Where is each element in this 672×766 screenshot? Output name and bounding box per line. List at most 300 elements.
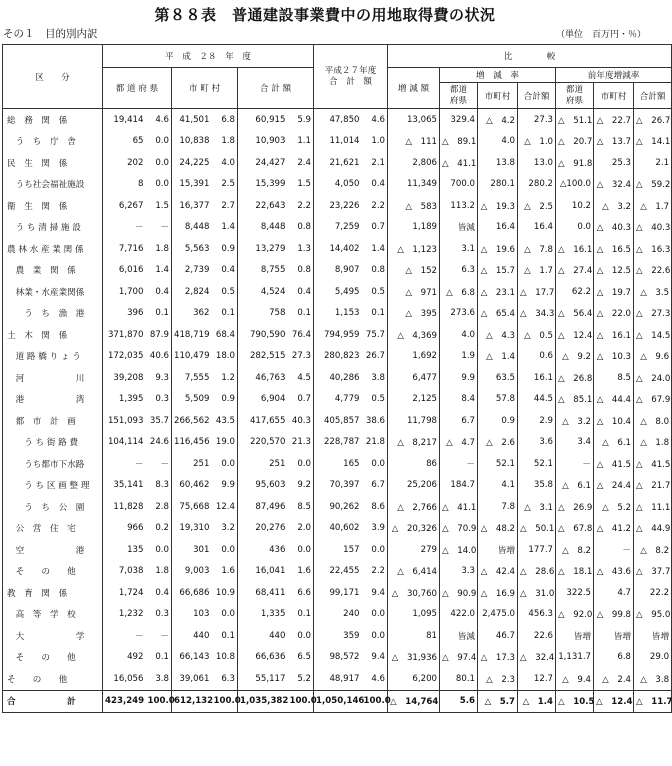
- table-cell: △ 16.9: [478, 582, 518, 604]
- table-cell: 0.1: [155, 652, 169, 663]
- table-cell: 440: [172, 625, 212, 647]
- table-cell: △ 19.3: [478, 195, 518, 217]
- table-cell: 0.1: [371, 308, 386, 319]
- table-cell: 7,038: [103, 561, 146, 583]
- table-cell: 皆増: [594, 625, 634, 647]
- table-cell: △ 16.1: [594, 324, 634, 346]
- table-cell: 7,259: [314, 217, 362, 239]
- table-cell: 14,402: [314, 238, 362, 260]
- table-cell: 0.0: [221, 609, 235, 620]
- table-row: [3, 303, 672, 325]
- table-cell: 100.0: [146, 690, 172, 713]
- table-cell: 2.2: [371, 200, 386, 211]
- row-label: 総 務 関 係: [3, 109, 103, 131]
- table-cell: △ 2.6: [478, 432, 518, 454]
- table-cell: 113.2: [440, 195, 478, 217]
- table-row: [3, 281, 672, 303]
- table-cell: 66,143: [172, 647, 212, 669]
- table-cell: 60,915: [238, 109, 288, 131]
- table-cell: 25,206: [388, 475, 440, 497]
- table-cell: 110,479: [172, 346, 212, 368]
- table-cell: △ 111: [388, 131, 440, 153]
- table-cell: 1,189: [388, 217, 440, 239]
- table-cell: △ 91.8: [556, 152, 594, 174]
- table-cell: △ 97.4: [440, 647, 478, 669]
- table-cell: 0.0: [297, 544, 312, 555]
- table-cell: 8.5: [594, 367, 634, 389]
- header-zennendo: 前年度増減率: [556, 68, 672, 83]
- table-cell: 1,232: [103, 604, 146, 626]
- table-cell: 13.0: [518, 152, 556, 174]
- table-cell: 13,065: [388, 109, 440, 131]
- row-label: うち社会福祉施設: [3, 174, 103, 196]
- table-cell: 0.0: [155, 544, 169, 555]
- table-cell: 9.2: [297, 480, 312, 491]
- header-rate-todofuken: 都道 府県: [440, 83, 478, 109]
- table-cell: 0.1: [221, 308, 235, 319]
- row-label: 教 育 関 係: [3, 582, 103, 604]
- table-cell: 1,035,382: [238, 690, 288, 713]
- table-cell: 8.5: [297, 501, 312, 512]
- table-cell: 0.9: [221, 394, 235, 405]
- table-cell: 1.8: [155, 243, 169, 254]
- table-cell: △ 9.2: [556, 346, 594, 368]
- table-cell: 0.0: [155, 157, 169, 168]
- table-cell: 1,335: [238, 604, 288, 626]
- table-row: [3, 131, 672, 153]
- table-cell: △ 3.2: [556, 410, 594, 432]
- table-row: [3, 625, 672, 647]
- table-cell: 1.6: [221, 566, 235, 577]
- table-cell: △ 6.8: [440, 281, 478, 303]
- table-cell: 48,917: [314, 668, 362, 690]
- table-cell: △ 41.1: [440, 152, 478, 174]
- table-cell: 1,153: [314, 303, 362, 325]
- table-cell: △ 42.4: [478, 561, 518, 583]
- table-cell: 240: [314, 604, 362, 626]
- table-cell: △ 44.9: [634, 518, 672, 540]
- table-cell: 75.7: [365, 329, 386, 340]
- table-cell: 135: [103, 539, 146, 561]
- table-cell: 0.0: [297, 458, 312, 469]
- table-cell: △ 9.4: [556, 668, 594, 690]
- row-label: 農 林 水 産 業 関 係: [3, 238, 103, 260]
- table-cell: 612,132: [172, 690, 212, 713]
- table-cell: △ 16.5: [594, 238, 634, 260]
- table-row: [3, 410, 672, 432]
- table-cell: 18.0: [215, 351, 235, 362]
- table-row: [3, 109, 672, 131]
- table-cell: 1,724: [103, 582, 146, 604]
- table-cell: －: [160, 459, 169, 470]
- table-cell: △ 12.4: [594, 690, 634, 713]
- table-cell: △ 44.4: [594, 389, 634, 411]
- table-cell: △ 20.7: [556, 131, 594, 153]
- table-cell: 57.8: [478, 389, 518, 411]
- table-cell: 3.1: [440, 238, 478, 260]
- table-cell: 1.8: [221, 136, 235, 147]
- table-cell: －: [594, 539, 634, 561]
- table-cell: △ 16.3: [634, 238, 672, 260]
- table-cell: △ 65.4: [478, 303, 518, 325]
- row-label: そ の 他: [3, 668, 103, 690]
- table-cell: 5.6: [440, 690, 478, 713]
- table-cell: △ 5.7: [478, 690, 518, 713]
- table-cell: 2.4: [297, 157, 312, 168]
- table-row: [3, 690, 672, 713]
- table-cell: 10.2: [556, 195, 594, 217]
- table-cell: 13.8: [478, 152, 518, 174]
- table-cell: 2,739: [172, 260, 212, 282]
- table-cell: 2.8: [155, 501, 169, 512]
- table-cell: △ 2.4: [594, 668, 634, 690]
- table-cell: 2,824: [172, 281, 212, 303]
- table-cell: 1,095: [388, 604, 440, 626]
- table-cell: －: [103, 217, 146, 239]
- table-cell: 1.8: [155, 566, 169, 577]
- row-label: う ち 清 掃 施 設: [3, 217, 103, 239]
- table-cell: 116,456: [172, 432, 212, 454]
- table-cell: 皆増: [478, 539, 518, 561]
- table-cell: 0.7: [297, 394, 312, 405]
- table-cell: △ 41.5: [634, 453, 672, 475]
- row-label: 空 港: [3, 539, 103, 561]
- table-cell: 8.3: [155, 480, 169, 491]
- table-cell: 皆減: [440, 625, 478, 647]
- table-cell: 329.4: [440, 109, 478, 131]
- table-cell: 9.9: [440, 367, 478, 389]
- table-cell: 11,798: [388, 410, 440, 432]
- table-cell: △ 32.4: [518, 647, 556, 669]
- table-cell: △ 41.2: [594, 518, 634, 540]
- table-cell: 16.4: [478, 217, 518, 239]
- table-subtitle: その１ 目的別内訳: [3, 28, 98, 40]
- table-cell: 1.5: [155, 200, 169, 211]
- table-cell: 1,050,146: [314, 690, 362, 713]
- table-row: [3, 561, 672, 583]
- header-rate-gokei: 合計額: [518, 83, 556, 109]
- table-cell: △ 95.0: [634, 604, 672, 626]
- table-cell: 6.7: [440, 410, 478, 432]
- row-label: 合 計: [3, 690, 103, 713]
- table-row: [3, 238, 672, 260]
- table-cell: 4,524: [238, 281, 288, 303]
- table-cell: 6,904: [238, 389, 288, 411]
- table-cell: 9,003: [172, 561, 212, 583]
- table-cell: 9.4: [371, 652, 386, 663]
- table-cell: 40.6: [149, 351, 169, 362]
- table-cell: 99,171: [314, 582, 362, 604]
- table-cell: 皆増: [634, 625, 672, 647]
- table-cell: 8,755: [238, 260, 288, 282]
- table-cell: 55,117: [238, 668, 288, 690]
- table-cell: 23,226: [314, 195, 362, 217]
- table-cell: 22.6: [518, 625, 556, 647]
- table-cell: △ 67.9: [634, 389, 672, 411]
- table-cell: 1.1: [297, 136, 312, 147]
- table-cell: △ 30,760: [388, 582, 440, 604]
- table-cell: △ 16.1: [556, 238, 594, 260]
- row-label: う ち 街 路 費: [3, 432, 103, 454]
- table-cell: 6.8: [221, 114, 235, 125]
- table-cell: △ 23.1: [478, 281, 518, 303]
- table-cell: 87.9: [149, 329, 169, 340]
- table-cell: 0.2: [155, 523, 169, 534]
- table-cell: 52.1: [518, 453, 556, 475]
- header-rate-shichoson: 市町村: [478, 83, 518, 109]
- table-cell: 2,806: [388, 152, 440, 174]
- table-cell: 0.1: [297, 308, 312, 319]
- table-cell: 3.6: [518, 432, 556, 454]
- table-cell: △ 24.0: [634, 367, 672, 389]
- row-label: 河 川: [3, 367, 103, 389]
- table-cell: 27.3: [518, 109, 556, 131]
- page-title: 第８８表 普通建設事業費中の用地取得費の状況: [154, 6, 496, 24]
- row-label: 林業・水産業関係: [3, 281, 103, 303]
- table-cell: △ 24.4: [594, 475, 634, 497]
- table-cell: 22.2: [634, 582, 672, 604]
- table-cell: 41,501: [172, 109, 212, 131]
- table-cell: 1.4: [371, 243, 386, 254]
- table-cell: 2.9: [518, 410, 556, 432]
- table-cell: 0.0: [371, 609, 386, 620]
- table-cell: 1.5: [297, 179, 312, 190]
- table-cell: 21.8: [365, 437, 386, 448]
- table-cell: 0.7: [371, 222, 386, 233]
- table-cell: 0.0: [371, 544, 386, 555]
- table-cell: 0.0: [556, 217, 594, 239]
- table-cell: 0.3: [155, 394, 169, 405]
- header-kubun: 区 分: [3, 45, 103, 109]
- table-cell: △ 6,414: [388, 561, 440, 583]
- table-cell: 8,448: [172, 217, 212, 239]
- row-label: う ち 庁 舎: [3, 131, 103, 153]
- table-cell: 16,041: [238, 561, 288, 583]
- header-todofuken: 都 道 府 県: [103, 68, 172, 109]
- table-cell: △ 3.2: [594, 195, 634, 217]
- table-cell: 12.4: [215, 501, 235, 512]
- table-cell: 10,838: [172, 131, 212, 153]
- table-cell: △ 89.1: [440, 131, 478, 153]
- table-row: [3, 324, 672, 346]
- table-cell: △ 8.2: [556, 539, 594, 561]
- table-cell: 417,655: [238, 410, 288, 432]
- table-cell: 40,602: [314, 518, 362, 540]
- table-cell: 0.1: [297, 609, 312, 620]
- table-cell: 758: [238, 303, 288, 325]
- header-zogenritsu: 増 減 率: [440, 68, 556, 83]
- table-cell: 157: [314, 539, 362, 561]
- table-cell: 0.0: [155, 179, 169, 190]
- table-row: [3, 539, 672, 561]
- table-cell: △ 1,123: [388, 238, 440, 260]
- table-row: [3, 604, 672, 626]
- row-label: そ の 他: [3, 561, 103, 583]
- table-cell: 2,475.0: [478, 604, 518, 626]
- table-cell: 4.0: [221, 157, 235, 168]
- table-cell: △ 971: [388, 281, 440, 303]
- header-h27: 平成２７年度 合 計 額: [314, 45, 388, 109]
- table-cell: 0.0: [155, 136, 169, 147]
- table-cell: △ 50.1: [518, 518, 556, 540]
- table-cell: 2.0: [297, 523, 312, 534]
- row-label: 農 業 関 係: [3, 260, 103, 282]
- table-cell: 0.5: [221, 286, 235, 297]
- table-cell: 1.9: [440, 346, 478, 368]
- table-cell: 66,686: [172, 582, 212, 604]
- table-cell: 2.2: [297, 200, 312, 211]
- table-cell: 440: [238, 625, 288, 647]
- table-cell: △ 0.5: [518, 324, 556, 346]
- table-cell: 4.0: [478, 131, 518, 153]
- table-cell: 22,455: [314, 561, 362, 583]
- table-cell: △ 2.5: [518, 195, 556, 217]
- table-cell: 52.1: [478, 453, 518, 475]
- table-cell: △ 7.8: [518, 238, 556, 260]
- table-cell: 16.4: [518, 217, 556, 239]
- table-cell: 172,035: [103, 346, 146, 368]
- table-cell: 7,716: [103, 238, 146, 260]
- table-cell: 0.4: [297, 286, 312, 297]
- table-row: [3, 453, 672, 475]
- table-cell: 3.3: [440, 561, 478, 583]
- table-row: [3, 367, 672, 389]
- table-cell: 700.0: [440, 174, 478, 196]
- table-cell: △ 4.2: [478, 109, 518, 131]
- table-cell: 2.1: [634, 152, 672, 174]
- table-cell: 1,131.7: [556, 647, 594, 669]
- table-cell: 100.0: [288, 690, 314, 713]
- table-cell: 6.7: [371, 480, 386, 491]
- table-cell: 790,590: [238, 324, 288, 346]
- table-cell: 86: [388, 453, 440, 475]
- table-cell: 4.7: [594, 582, 634, 604]
- table-cell: 0.4: [155, 286, 169, 297]
- table-cell: △ 1.7: [518, 260, 556, 282]
- table-cell: △ 41.1: [440, 496, 478, 518]
- table-cell: 8.4: [440, 389, 478, 411]
- table-cell: 1.4: [155, 265, 169, 276]
- table-cell: 16,056: [103, 668, 146, 690]
- table-cell: 47,850: [314, 109, 362, 131]
- table-cell: △ 11.7: [634, 690, 672, 713]
- table-row: [3, 496, 672, 518]
- table-cell: △ 10.4: [594, 410, 634, 432]
- table-cell: 273.6: [440, 303, 478, 325]
- table-cell: 9.4: [371, 587, 386, 598]
- table-cell: 228,787: [314, 432, 362, 454]
- table-cell: 1.4: [221, 222, 235, 233]
- table-cell: 301: [172, 539, 212, 561]
- table-cell: 0.8: [297, 265, 312, 276]
- table-cell: 104,114: [103, 432, 146, 454]
- header-h28: 平 成 ２８ 年 度: [103, 45, 314, 68]
- table-cell: △ 1.4: [518, 690, 556, 713]
- table-cell: △ 1.8: [634, 432, 672, 454]
- table-cell: 11,349: [388, 174, 440, 196]
- table-cell: 90,262: [314, 496, 362, 518]
- table-cell: 46,763: [238, 367, 288, 389]
- table-cell: 322.5: [556, 582, 594, 604]
- table-cell: △ 17.3: [478, 647, 518, 669]
- table-cell: 1.2: [221, 372, 235, 383]
- table-cell: 966: [103, 518, 146, 540]
- table-cell: 35.7: [149, 415, 169, 426]
- row-label: 衛 生 関 係: [3, 195, 103, 217]
- table-cell: 1,692: [388, 346, 440, 368]
- table-cell: 6,016: [103, 260, 146, 282]
- table-cell: △ 1.4: [478, 346, 518, 368]
- header-gokei: 合 計 額: [238, 68, 314, 109]
- table-cell: 1.3: [297, 243, 312, 254]
- header-prev-gokei: 合計額: [634, 83, 672, 109]
- table-cell: 68,411: [238, 582, 288, 604]
- table-cell: △ 31.0: [518, 582, 556, 604]
- table-cell: △ 70.9: [440, 518, 478, 540]
- table-cell: 4.6: [371, 114, 386, 125]
- table-cell: 0.0: [221, 458, 235, 469]
- table-row: [3, 260, 672, 282]
- table-cell: 6,200: [388, 668, 440, 690]
- table-cell: 436: [238, 539, 288, 561]
- table-cell: 0.8: [371, 265, 386, 276]
- table-cell: 68.4: [215, 329, 235, 340]
- table-cell: 0.9: [221, 243, 235, 254]
- table-cell: 4.6: [155, 114, 169, 125]
- table-cell: －: [103, 625, 146, 647]
- table-cell: 10,903: [238, 131, 288, 153]
- table-row: [3, 647, 672, 669]
- table-cell: 418,719: [172, 324, 212, 346]
- table-cell: 皆減: [440, 217, 478, 239]
- table-cell: △ 6.1: [594, 432, 634, 454]
- table-cell: 2.5: [221, 179, 235, 190]
- table-cell: 103: [172, 604, 212, 626]
- table-cell: △ 99.8: [594, 604, 634, 626]
- table-cell: 2.7: [221, 200, 235, 211]
- table-cell: 251: [238, 453, 288, 475]
- table-cell: 9.3: [155, 372, 169, 383]
- table-cell: 0.8: [297, 222, 312, 233]
- table-cell: 151,093: [103, 410, 146, 432]
- table-cell: 19.0: [215, 437, 235, 448]
- table-cell: 165: [314, 453, 362, 475]
- table-cell: △ 10.5: [556, 690, 594, 713]
- table-cell: △ 18.1: [556, 561, 594, 583]
- table-cell: △ 583: [388, 195, 440, 217]
- table-cell: △ 48.2: [478, 518, 518, 540]
- table-cell: 280.1: [478, 174, 518, 196]
- table-row: [3, 174, 672, 196]
- table-cell: △ 12.4: [556, 324, 594, 346]
- table-cell: 98,572: [314, 647, 362, 669]
- row-label: 公 営 住 宅: [3, 518, 103, 540]
- table-cell: 35,141: [103, 475, 146, 497]
- table-cell: 282,515: [238, 346, 288, 368]
- table-cell: △ 10.3: [594, 346, 634, 368]
- table-cell: 6,267: [103, 195, 146, 217]
- table-cell: 202: [103, 152, 146, 174]
- table-cell: 75,668: [172, 496, 212, 518]
- table-cell: 44.5: [518, 389, 556, 411]
- table-cell: 10.8: [215, 652, 235, 663]
- table-cell: △ 92.0: [556, 604, 594, 626]
- table-row: [3, 346, 672, 368]
- table-cell: 362: [172, 303, 212, 325]
- table-cell: △ 14,764: [388, 690, 440, 713]
- table-cell: 3.4: [556, 432, 594, 454]
- table-cell: △ 2.3: [478, 668, 518, 690]
